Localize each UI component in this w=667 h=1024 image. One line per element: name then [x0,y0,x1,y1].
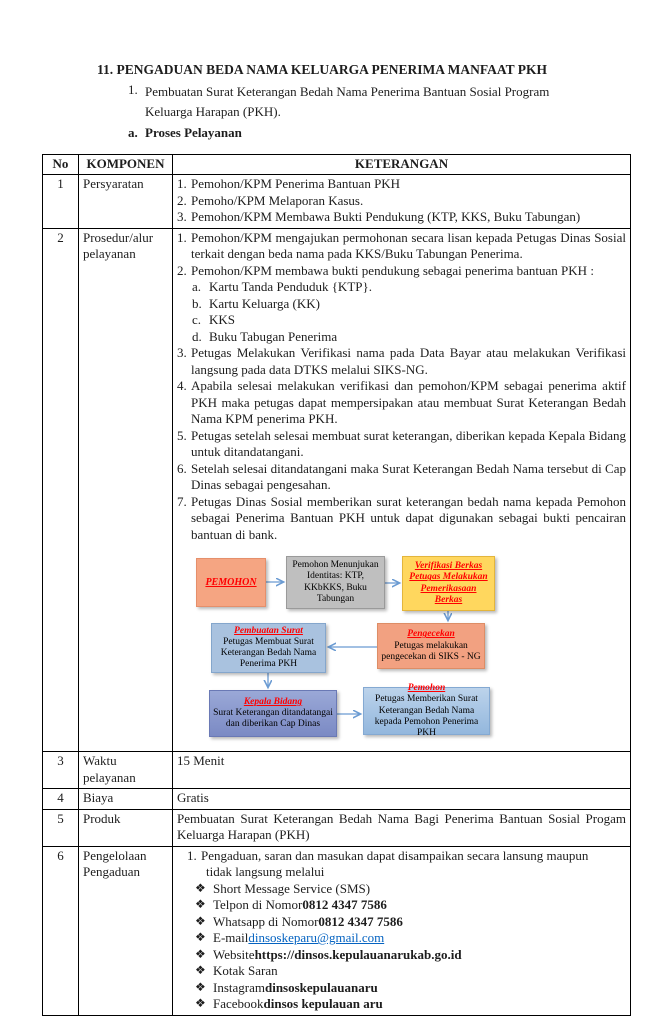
flow-box-title: Pengecekan [407,629,455,640]
flow-box-body: Petugas Memberikan Surat Keterangan Bedah Nama kepada Pemohon Penerima PKH [374,694,479,738]
subtitle-number: 1. [128,82,138,98]
diamond-bullet-icon: ❖ [195,930,206,945]
list-item: 2. Pemohon/KPM membawa bukti pendukung sebagai penerima bantuan PKH : [177,262,594,278]
table-row-pengaduan [43,846,631,1015]
channel-text: Facebook [213,996,264,1012]
flow-box-pembuatan-surat [211,623,326,673]
section-letter: a. [128,125,138,141]
row-number: 2 [43,228,79,752]
diamond-bullet-icon: ❖ [195,880,206,895]
header-keterangan: KETERANGAN [173,154,631,175]
section-heading [128,125,630,142]
instagram-handle: dinsoskepulauanaru [264,979,378,995]
channel-text: E-mail [213,930,249,946]
flow-box-pengecekan [377,623,485,669]
flow-box-pemohon [196,558,266,607]
row-number: 6 [43,846,79,1015]
channel-sms [195,881,626,898]
flow-box-body: Petugas melakukan pengecekan di SIKS - NG [381,640,481,662]
channel-text: Telpon di Nomor [213,897,303,913]
sub-list-item: c. KKS [192,312,236,328]
flow-box-kepala-bidang [209,690,337,737]
flow-box-title: Pemohon [407,683,446,694]
komponen-cell: Produk [79,809,173,846]
sub-list-item: d. Buku Tabugan Penerima [192,328,338,344]
komponen-cell: Persyaratan [79,175,173,229]
diamond-bullet-icon: ❖ [195,996,206,1011]
flow-box-title: PEMOHON [205,576,257,588]
channel-text: Kotak Saran [213,963,278,979]
list-item: 3. Pemohon/KPM Membawa Bukti Pendukung (KTP, KKS, Buku Tabungan) [177,209,581,225]
komponen-cell: Biaya [79,789,173,810]
flow-box-title: Kepala Bidang [243,696,303,707]
channel-telpon [195,897,626,914]
phone-number: 0812 4347 7586 [318,913,403,929]
channel-text: Instagram [213,979,265,995]
intro-line2: tidak langsung melalui [206,864,325,880]
table-row-persyaratan [43,175,631,229]
flow-box-title: Verifikasi Berkas Petugas Melakukan Pemerikasaan Berkas [409,561,488,605]
row-number: 1 [43,175,79,229]
channel-instagram [195,980,626,997]
channel-website [195,947,626,964]
flow-box-body: Surat Keterangan ditandatangai dan diberikan Cap Dinas [213,708,333,730]
komponen-cell: Prosedur/alur pelayanan [79,228,173,752]
list-item: 7. Petugas Dinas Sosial memberikan surat keterangan bedah nama kepada Pemohon sebagai Penerima Bantuan PKH untuk dapat digunakan sebagai bukti pencairan bantuan di bank. [177,493,626,542]
row-number: 4 [43,789,79,810]
sub-list-item: b. Kartu Keluarga (KK) [192,295,320,311]
list-item: 2. Pemoho/KPM Melaporan Kasus. [177,192,364,208]
flow-box-identitas [286,556,385,609]
website-url: https://dinsos.kepulauanarukab.go.id [254,946,462,962]
channel-kotak-saran [195,963,626,980]
channel-text: Short Message Service (SMS) [213,880,371,896]
process-flowchart [177,551,626,747]
keterangan-cell: Gratis [173,789,631,810]
section-title: Proses Pelayanan [145,125,242,141]
header-no: No [43,154,79,175]
intro-line1: Pengaduan, saran dan masukan dapat disampaikan secara lansung maupun [201,847,589,863]
list-item: 3. Petugas Melakukan Verifikasi nama pada Data Bayar atau melakukan Verifikasi langsung pada data DTKS melalui SIKS-NG. [177,345,626,377]
subtitle [128,82,630,121]
flow-box-verifikasi-berkas [402,556,495,611]
flow-box-title: Pembuatan Surat [234,625,303,636]
table-header-row [43,154,631,175]
list-item: 5. Petugas setelah selesai membuat surat keterangan, diberikan kepada Kepala Bidang untuk ditandatangani. [177,427,626,460]
page-title: 11. PENGADUAN BEDA NAMA KELUARGA PENERIMA MANFAAT PKH [97,62,548,77]
service-table [42,154,631,1016]
channel-whatsapp [195,914,626,931]
facebook-handle: dinsos kepulauan aru [263,996,383,1012]
channel-email [195,930,626,947]
list-item: 1. Pemohon/KPM mengajukan permohonan secara lisan kepada Petugas Dinas Sosial terkait dengan beda nama pada KKS/Buku Tabungan Penerima. [177,229,626,262]
list-item: 4. Apabila selesai melakukan verifikasi dan pemohon/KPM sebagai penerima aktif PKH maka petugas dapat mempersipakan atau membuat Surat Keterangan Bedah Nama KPM penerima PKH. [177,378,626,427]
table-row-waktu [43,752,631,789]
diamond-bullet-icon: ❖ [195,897,206,912]
diamond-bullet-icon: ❖ [195,963,206,978]
diamond-bullet-icon: ❖ [195,979,206,994]
keterangan-cell [173,228,631,752]
keterangan-cell: Pembuatan Surat Keterangan Bedah Nama Bagi Penerima Bantuan Sosial Progam Keluarga Harapan (PKH) [173,809,631,846]
subtitle-text: Pembuatan Surat Keterangan Bedah Nama Penerima Bantuan Sosial Program Keluarga Harapan (PKH). [145,84,550,119]
diamond-bullet-icon: ❖ [195,913,206,928]
channel-facebook [195,996,626,1013]
keterangan-cell: 15 Menit [173,752,631,789]
list-item: 1. Pemohon/KPM Penerima Bantuan PKH [177,176,401,192]
header-komponen: KOMPONEN [79,154,173,175]
flow-box-pemohon-akhir [363,683,490,738]
list-item: 6. Setelah selesai ditandatangani maka Surat Keterangan Bedah Nama tersebut di Cap Dinas sebagai pengesahan. [177,460,626,493]
flow-box-body: Pemohon Menunjukan Identitas: KTP, KKbKKS, Buku Tabungan [292,560,379,604]
table-row-biaya [43,789,631,810]
channel-text: Whatsapp di Nomor [213,913,319,929]
table-row-prosedur [43,228,631,752]
komponen-cell: Waktu pelayanan [79,752,173,789]
pengaduan-intro: 1. Pengaduan, saran dan masukan dapat disampaikan secara lansung maupun tidak langsung melalui [187,848,626,881]
sub-list [192,279,626,345]
phone-number: 0812 4347 7586 [302,897,387,913]
channel-text: Website [213,946,255,962]
flow-box-body: Petugas Membuat Surat Keterangan Bedah Nama Penerima PKH [220,636,317,670]
row-number: 3 [43,752,79,789]
email-link[interactable]: dinsoskeparu@gmail.com [248,930,385,946]
sub-list-item: a. Kartu Tanda Penduduk {KTP}. [192,279,372,295]
table-row-produk [43,809,631,846]
komponen-cell: Pengelolaan Pengaduan [79,846,173,1015]
keterangan-cell [173,175,631,229]
diamond-bullet-icon: ❖ [195,946,206,961]
keterangan-cell [173,846,631,1015]
row-number: 5 [43,809,79,846]
